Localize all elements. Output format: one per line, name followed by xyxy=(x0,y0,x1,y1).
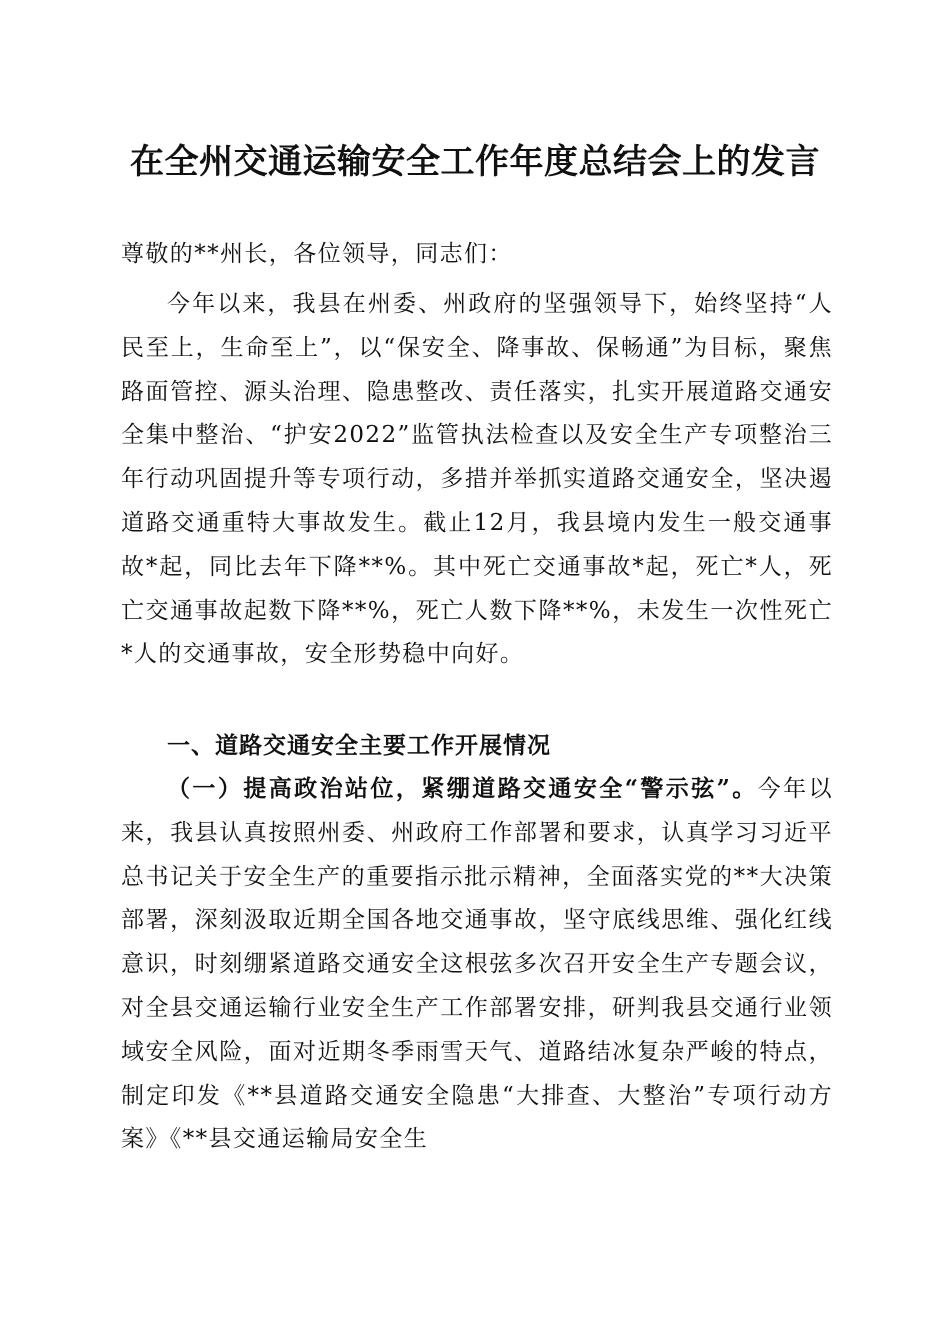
paragraph-intro: 今年以来，我县在州委、州政府的坚强领导下，始终坚持“人民至上，生命至上”，以“保安全、降事故、保畅通”为目标，聚焦路面管控、源头治理、隐患整改、责任落实，扎实开展道路交通安全集中整治、“护安2022”监管执法检查以及安全生产专项整治三年行动巩固提升等专项行动，多措并举抓实道路交通安全，坚决遏道路交通重特大事故发生。截止12月，我县境内发生一般交通事故*起，同比去年下降**%。其中死亡交通事故*起，死亡*人，死亡交通事故起数下降**%，死亡人数下降**%，未发生一次性死亡*人的交通事故，安全形势稳中向好。 xyxy=(121,291,833,668)
paragraph-subsection-1-body: 今年以来，我县认真按照州委、州政府工作部署和要求，认真学习习近平总书记关于安全生产的重要指示批示精神，全面落实党的**大决策部署，深刻汲取近期全国各地交通事故，坚守底线思维、强化红线意识，时刻绷紧道路交通安全这根弦多次召开安全生产专题会议，对全县交通运输行业安全生产工作部署安排，研判我县交通行业领域安全风险，面对近期冬季雨雪天气、道路结冰复杂严峻的特点，制定印发《**县道路交通安全隐患“大排查、大整治”专项行动方案》《**县交通运输局安全生 xyxy=(121,776,834,1153)
section-heading-1: 一、道路交通安全主要工作开展情况 xyxy=(167,733,551,759)
paragraph-subsection-1 xyxy=(121,767,833,1162)
salutation: 尊敬的**州长，各位领导，同志们： xyxy=(121,241,513,267)
subsection-heading-1: （一）提高政治站位，紧绷道路交通安全“警示弦”。 xyxy=(167,775,758,802)
document-title: 在全州交通运输安全工作年度总结会上的发言 xyxy=(130,142,820,182)
